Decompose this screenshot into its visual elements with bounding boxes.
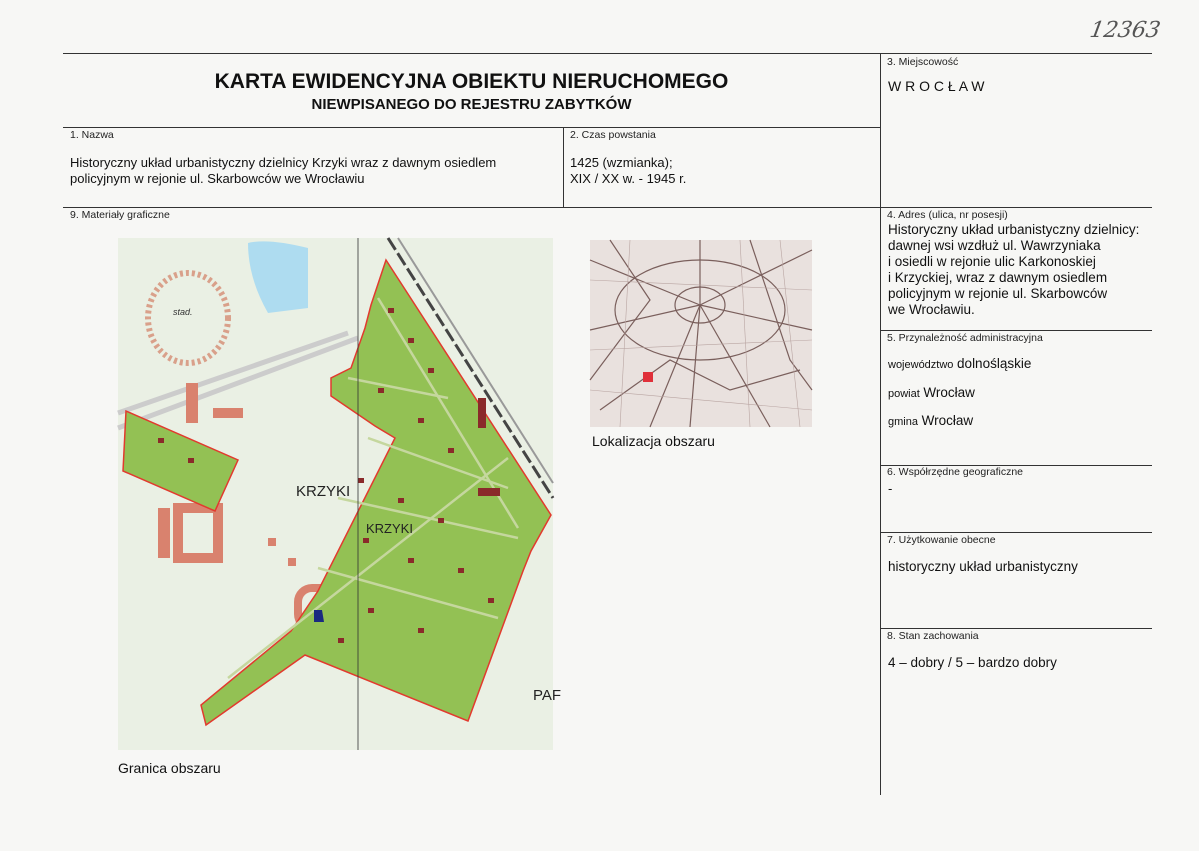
- divider: [880, 628, 1152, 629]
- miejscowosc-label: 3. Miejscowość: [887, 56, 959, 68]
- miejscowosc-value: W R O C Ł A W: [888, 78, 985, 94]
- adres-label: 4. Adres (ulica, nr posesji): [887, 209, 1008, 221]
- location-map-caption: Lokalizacja obszaru: [592, 433, 715, 449]
- uzytkowanie-value: historyczny układ urbanistyczny: [888, 559, 1078, 574]
- adres-line: policyjnym w rejonie ul. Skarbowców: [888, 286, 1108, 301]
- location-map: [590, 240, 812, 427]
- divider: [880, 330, 1152, 331]
- divider: [63, 207, 1152, 208]
- nazwa-label: 1. Nazwa: [70, 129, 114, 141]
- wojewodztwo-label: województwo: [888, 359, 954, 371]
- stan-label: 8. Stan zachowania: [887, 630, 979, 642]
- boundary-map-graphic: [118, 238, 562, 750]
- nazwa-line: Historyczny układ urbanistyczny dzielnicy Krzyki wraz z dawnym osiedlem: [70, 155, 497, 170]
- czas-line: XIX / XX w. - 1945 r.: [570, 171, 687, 186]
- adres-value: [888, 222, 1139, 318]
- divider: [880, 532, 1152, 533]
- adres-line: Historyczny układ urbanistyczny dzielnicy:: [888, 222, 1140, 237]
- stan-value: 4 – dobry / 5 – bardzo dobry: [888, 655, 1057, 670]
- divider: [563, 127, 564, 207]
- powiat-value: Wrocław: [923, 385, 975, 400]
- wojewodztwo-value: dolnośląskie: [957, 356, 1032, 371]
- czas-label: 2. Czas powstania: [570, 129, 656, 141]
- gmina-row: [888, 413, 973, 430]
- handwritten-number: 12363: [1087, 18, 1163, 43]
- map-label-park: PAF: [533, 687, 562, 704]
- wojewodztwo-row: [888, 356, 1031, 373]
- divider: [63, 127, 880, 128]
- przynaleznosc-label: 5. Przynależność administracyjna: [887, 332, 1043, 344]
- adres-line: i osiedli w rejonie ulic Karkonoskiej: [888, 254, 1096, 269]
- czas-value: [570, 155, 686, 187]
- divider: [880, 53, 881, 795]
- adres-line: i Krzyckiej, wraz z dawnym osiedlem: [888, 270, 1108, 285]
- materialy-label: 9. Materiały graficzne: [70, 209, 170, 221]
- divider: [63, 53, 1152, 54]
- map-label-stadium: stad.: [173, 307, 193, 317]
- gmina-label: gmina: [888, 416, 918, 428]
- wspolrzedne-label: 6. Współrzędne geograficzne: [887, 466, 1023, 478]
- uzytkowanie-label: 7. Użytkowanie obecne: [887, 534, 996, 546]
- map-label-district: KRZYKI: [296, 483, 351, 500]
- page-title: KARTA EWIDENCYJNA OBIEKTU NIERUCHOMEGO: [214, 70, 729, 93]
- nazwa-line: policyjnym w rejonie ul. Skarbowców we Wrocławiu: [70, 171, 365, 186]
- boundary-map: [118, 238, 562, 750]
- location-map-graphic: [590, 240, 812, 427]
- wspolrzedne-value: -: [888, 481, 893, 496]
- powiat-row: [888, 385, 975, 402]
- czas-line: 1425 (wzmianka);: [570, 155, 673, 170]
- adres-line: dawnej wsi wzdłuż ul. Wawrzyniaka: [888, 238, 1101, 253]
- adres-line: we Wrocławiu.: [888, 302, 975, 317]
- nazwa-value: [70, 155, 496, 187]
- gmina-value: Wrocław: [921, 413, 974, 428]
- powiat-label: powiat: [888, 388, 920, 400]
- page-subtitle: NIEWPISANEGO DO REJESTRU ZABYTKÓW: [311, 96, 632, 113]
- map-label-district-2: KRZYKI: [366, 521, 413, 536]
- boundary-map-caption: Granica obszaru: [118, 760, 221, 776]
